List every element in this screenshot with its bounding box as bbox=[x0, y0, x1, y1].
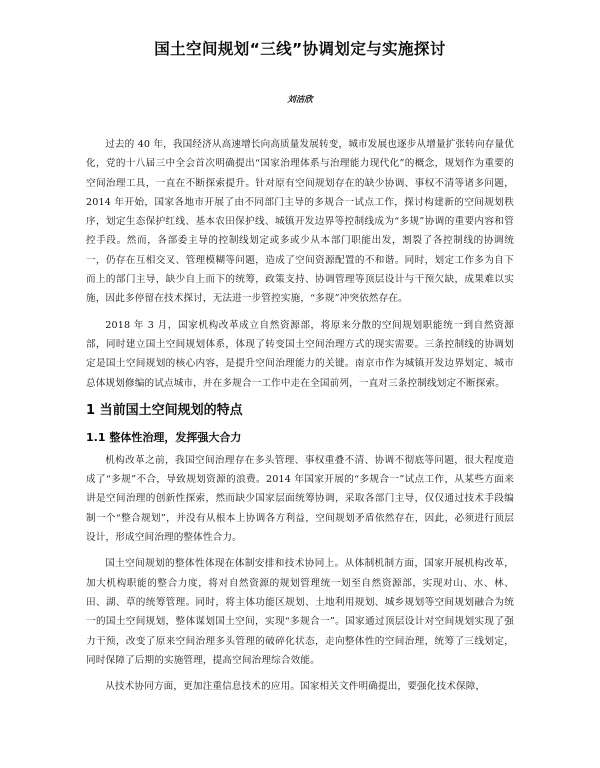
section-1-1-paragraph-1: 机构改革之前，我国空间治理存在多头管理、事权重叠不清、协调不彻底等问题，很大程度造成了“多规”不合，导致规划资源的浪费。2014 年国家开展的“多规合一”试点工作，从某些方面来讲是空间治理的创新性探索，然而缺少国家层面统筹协调，采取各部门主导，仅仅通过技术手段编制一个“整合规划”，并没有从根本上协调各方利益，空间规划矛盾依然存在，因此，必须进行顶层设计，形成空间治理的整体性合力。 bbox=[86, 454, 514, 544]
author-name: 刘洁欣 bbox=[287, 95, 313, 105]
section-heading-1: 1 当前国土空间规划的特点 bbox=[86, 402, 243, 418]
intro-paragraph-2: 2018 年 3 月，国家机构改革成立自然资源部，将原来分散的空间规划职能统一到自然资源部，同时建立国土空间规划体系，体现了转变国土空间治理方式的现实需要。三条控制线的协调划定是国土空间规划的核心内容，是提升空间治理能力的关键。南京市作为城镇开发边界划定、城市总体规划修编的试点城市，并在多规合一工作中走在全国前列，一直对三条控制线划定不断探索。 bbox=[86, 319, 514, 389]
document-body bbox=[86, 135, 514, 696]
section-1-1-paragraph-2: 国土空间规划的整体性体现在体制安排和技术协同上。从体制机制方面，国家开展机构改革，加大机构职能的整合力度，将对自然资源的规划管理统一划至自然资源部，实现对山、水、林、田、湖、草的统筹管理。同时，将主体功能区规划、土地利用规划、城乡规划等空间规划融合为统一的国土空间规划，整体谋划国土空间，实现“多规合一”。国家通过顶层设计对空间规划实现了强力干预，改变了原来空间治理多头管理的破碎化状态，走向整体性的空间治理，统筹了三线划定，同时保障了后期的实施管理，提高空间治理综合效能。 bbox=[86, 558, 514, 666]
subsection-heading-1-1: 1.1 整体性治理，发挥强大合力 bbox=[86, 430, 242, 444]
intro-paragraph-1: 过去的 40 年，我国经济从高速增长向高质量发展转变，城市发展也逐步从增量扩张转向存量优化，党的十八届三中全会首次明确提出“国家治理体系与治理能力现代化”的概念，规划作为重要的空间治理工具，一直在不断探索提升。针对原有空间规划存在的缺少协调、事权不清等诸多问题，2014 年开始，国家各地市开展了由不同部门主导的多规合一试点工作，探讨构建新的空间规划秩序，划定生态保护红线、基本农田保护线、城镇开发边界等控制线成为“多规”协调的重要内容和管控手段。然而，各部委主导的控制线划定或多或少从本部门职能出发，割裂了各控制线的协调统一，仍存在互相交叉、管理模糊等问题，造成了空间资源配置的不和谐。同时，划定工作多为自下而上的部门主导，缺少自上而下的统筹，政策支持、协调管理等顶层设计与干预欠缺，成果难以实施，因此多停留在技术探讨，无法进一步管控实施，“多规”冲突依然存在。 bbox=[86, 139, 514, 305]
section-1-1-paragraph-3: 从技术协同方面，更加注重信息技术的应用。国家相关文件明确提出，要强化技术保障， bbox=[105, 681, 486, 693]
document-title: 国土空间规划“三线”协调划定与实施探讨 bbox=[154, 40, 446, 58]
